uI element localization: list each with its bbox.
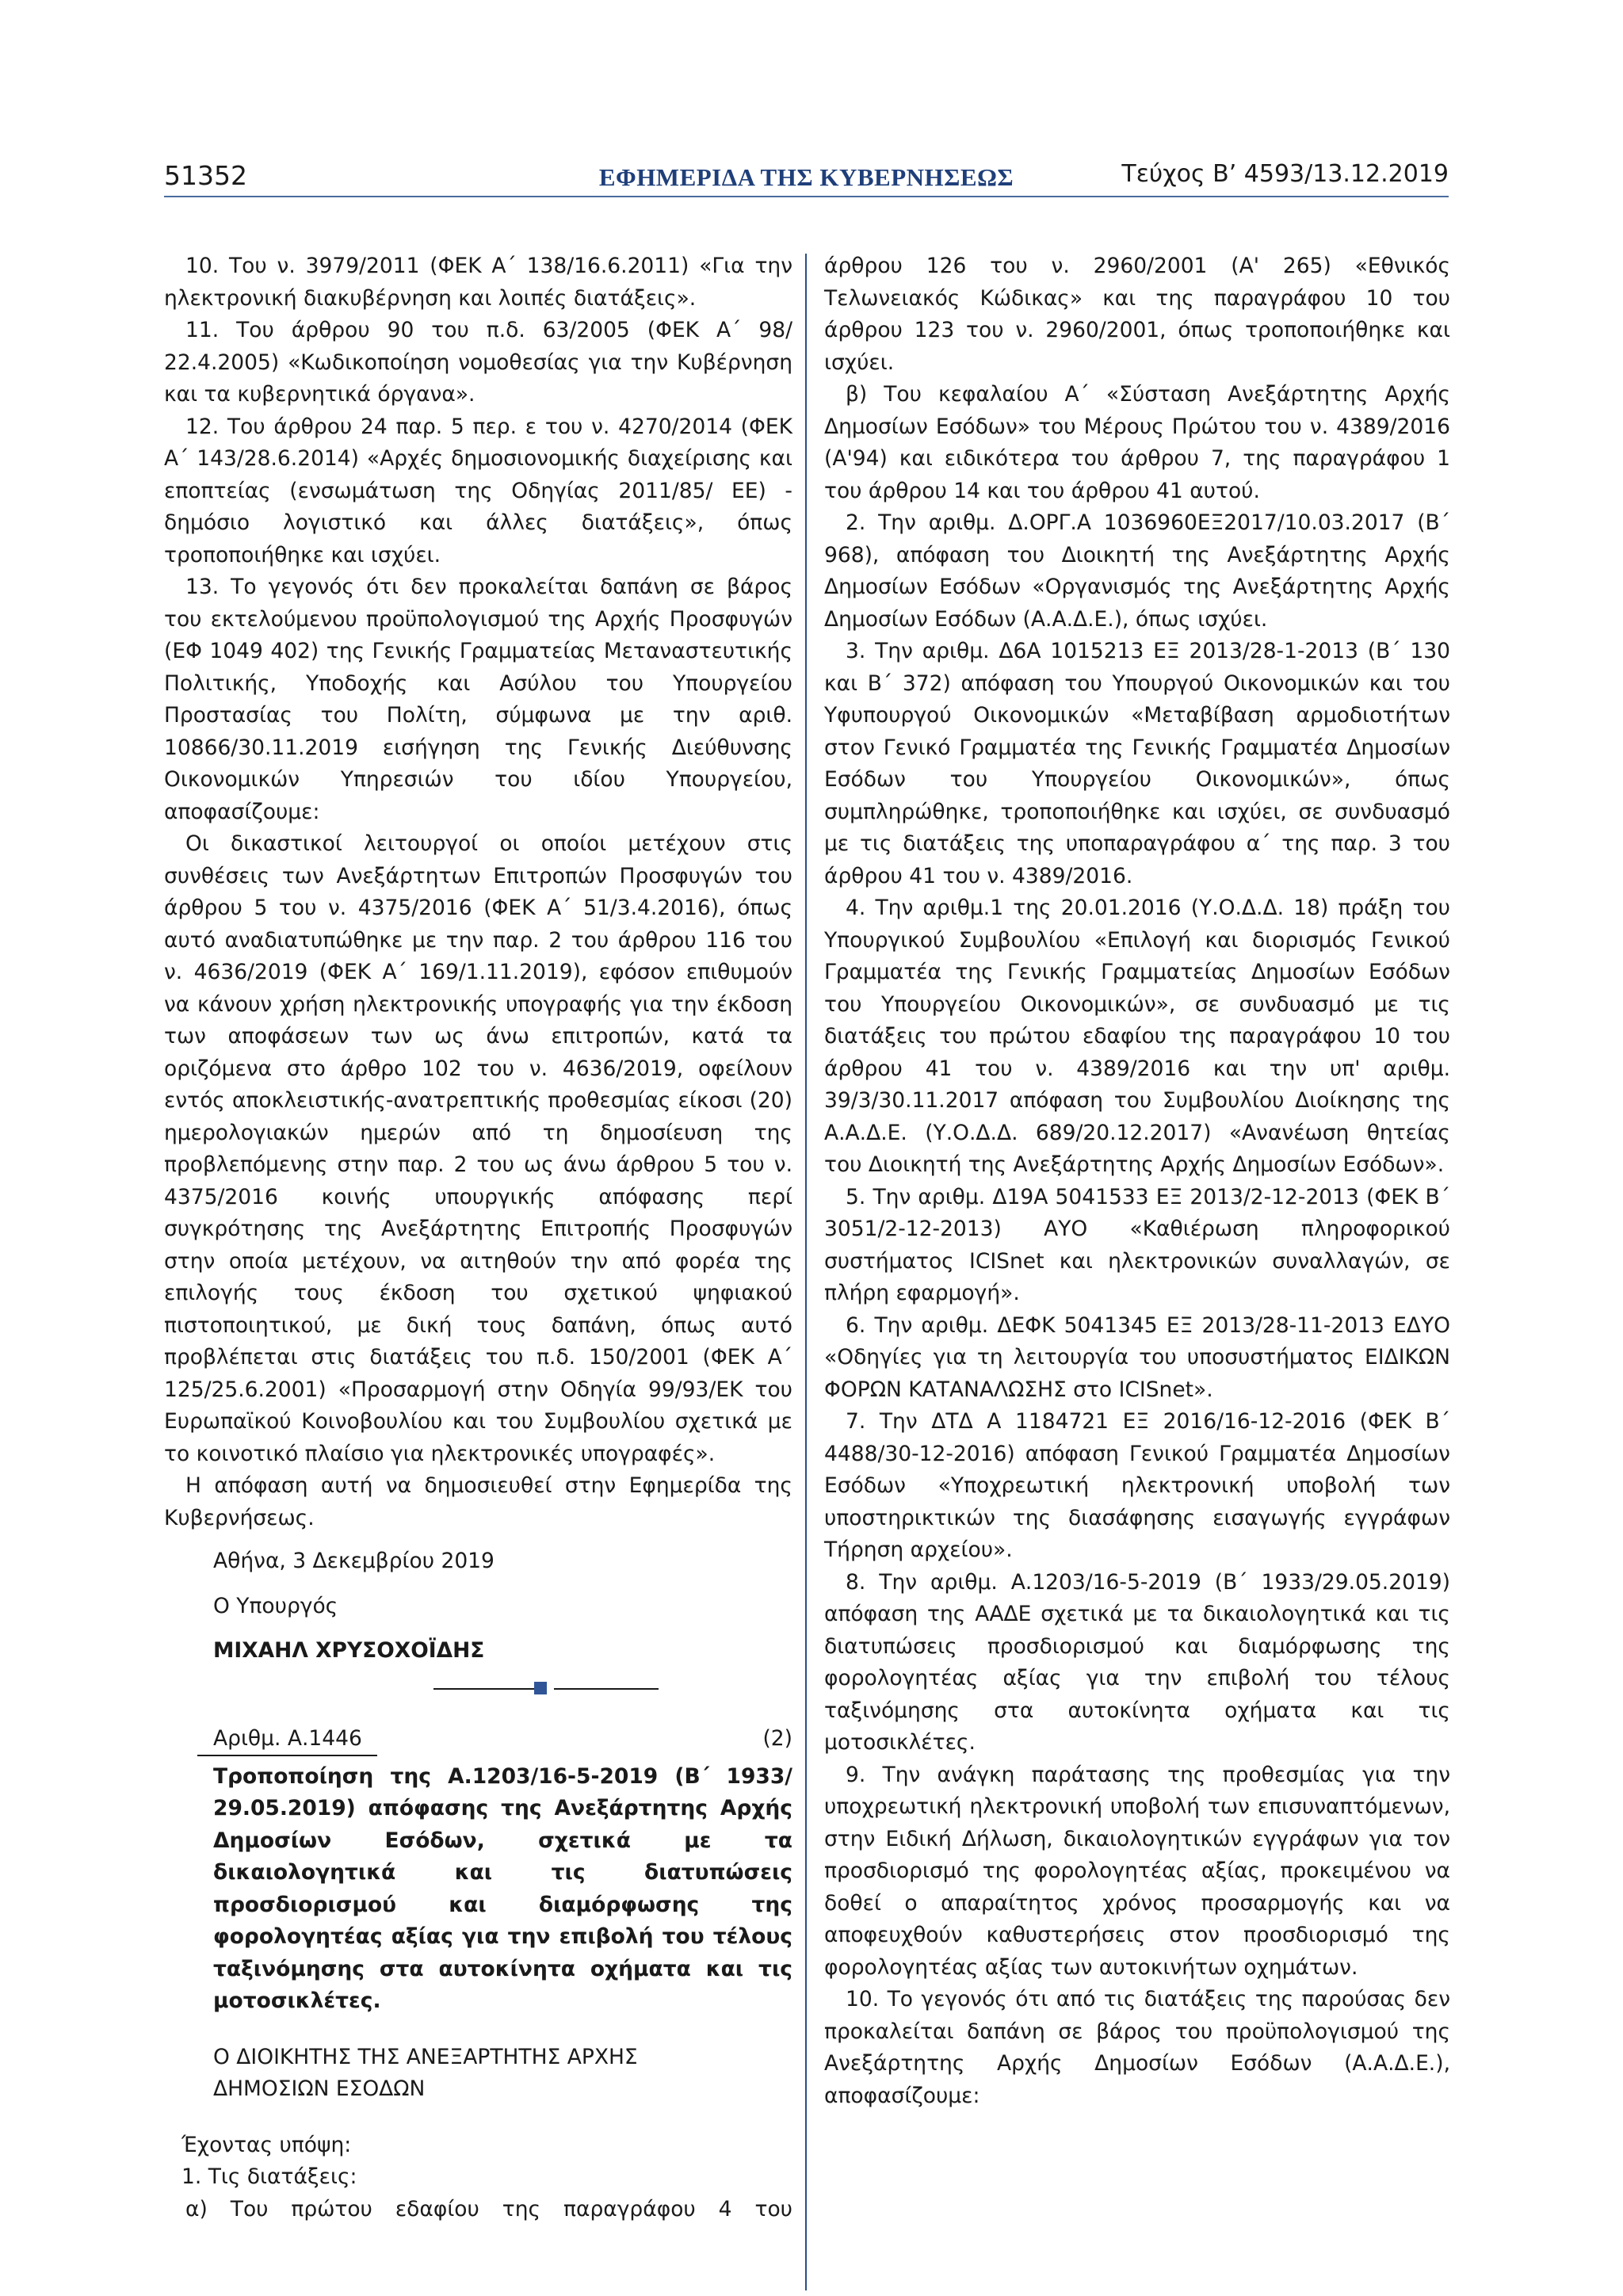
paragraph: 11. Του άρθρου 90 του π.δ. 63/2005 (ΦΕΚ Α΄ 98/ 22.4.2005) «Κωδικοποίηση νομοθεσίας για την Κυβέρνηση και τα κυβερνητικά όργανα». bbox=[164, 318, 792, 407]
right-column bbox=[824, 250, 1450, 2112]
page-header bbox=[164, 160, 1449, 192]
paragraph: 8. Την αριθμ. Α.1203/16-5-2019 (Β΄ 1933/29.05.2019) απόφαση της ΑΑΔΕ σχετικά με τα δικαιολογητικά και τις διατυπώσεις προσδιορισμού και διαμόρφωσης της φορολογητέας αξίας για την επιβολή του τέλους ταξινόμησης στα αυτοκίνητα οχήματα και τις μοτοσικλέτες. bbox=[824, 1569, 1450, 1755]
paragraph: άρθρου 126 του ν. 2960/2001 (Α' 265) «Εθνικός Τελωνειακός Κώδικας» και της παραγράφου 10 του άρθρου 123 του ν. 2960/2001, όπως τροποποιήθηκε και ισχύει. bbox=[824, 254, 1450, 375]
paragraph: 4. Την αριθμ.1 της 20.01.2016 (Υ.Ο.Δ.Δ. 18) πράξη του Υπουργικού Συμβουλίου «Επιλογή και διορισμός Γενικού Γραμματέα της Γενικής Γραμματείας Δημοσίων Εσόδων του Υπουργείου Οικονομικών», σε συνδυασμό με τις διατάξεις του πρώτου εδαφίου της παραγράφου 10 του άρθρου 41 του ν. 4389/2016 και την υπ' αριθμ. 39/3/30.11.2017 απόφαση του Συμβουλίου Διοίκησης της Α.Α.Δ.Ε. (Υ.Ο.Δ.Δ. 689/20.12.2017) «Ανανέωση θητείας του Διοικητή της Ανεξάρτητης Αρχής Δημοσίων Εσόδων». bbox=[824, 896, 1450, 1177]
paragraph: 7. Την ΔΤΔ Α 1184721 ΕΞ 2016/16-12-2016 (ΦΕΚ Β΄ 4488/30-12-2016) απόφαση Γενικού Γραμματέα Δημοσίων Εσόδων «Υποχρεωτική ηλεκτρονική υποβολή των υποστηρικτικών της διασάφησης εισαγωγής εγγράφων Τήρηση αρχείου». bbox=[824, 1409, 1450, 1562]
paragraph: 9. Την ανάγκη παράτασης της προθεσμίας για την υποχρεωτική ηλεκτρονική υποβολή των επισυναπτόμενων, στην Ειδική Δήλωση, δικαιολογητικών εγγράφων για τον προσδιορισμό της φορολογητέας αξίας, προκειμένου να δοθεί ο απαραίτητος χρόνος προσαρμογής και να αποφευχθούν καθυστερήσεις στον προσδιορισμό της φορολογητέας αξίας των αυτοκινήτων οχημάτων. bbox=[824, 1762, 1450, 1980]
authority-line: ΔΗΜΟΣΙΩΝ ΕΣΟΔΩΝ bbox=[213, 2076, 426, 2101]
issue-number: Τεύχος Β’ 4593/13.12.2019 bbox=[1121, 160, 1449, 188]
decision-number-row bbox=[164, 1723, 792, 1755]
section-separator bbox=[164, 1679, 792, 1699]
decision-title: Τροποποίηση της Α.1203/16-5-2019 (Β΄ 1933/ 29.05.2019) απόφασης της Ανεξάρτητης Αρχής Δημοσίων Εσόδων, σχετικά με τα δικαιολογητικά και τις διατυπώσεις προσδιορισμού και διαμόρφωσης της φορολογητέας αξίας για την επιβολή του τέλους ταξινόμησης στα αυτοκίνητα οχήματα και τις μοτοσικλέτες. bbox=[213, 1763, 792, 2013]
signer-name: ΜΙΧΑΗΛ ΧΡΥΣΟΧΟΪΔΗΣ bbox=[213, 1638, 485, 1663]
page-number: 51352 bbox=[164, 160, 247, 191]
paragraph: 6. Την αριθμ. ΔΕΦΚ 5041345 ΕΞ 2013/28-11-2013 ΕΔΥΟ «Οδηγίες για τη λειτουργία του υποσυστήματος ΕΙΔΙΚΩΝ ΦΟΡΩΝ ΚΑΤΑΝΑΛΩΣΗΣ στο ICISnet». bbox=[824, 1312, 1450, 1402]
paragraph: 13. Το γεγονός ότι δεν προκαλείται δαπάνη σε βάρος του εκτελούμενου προϋπολογισμού της Αρχής Προσφυγών (ΕΦ 1049 402) της Γενικής Γραμματείας Μεταναστευτικής Πολιτικής, Υποδοχής και Ασύλου του Υπουργείου Προστασίας του Πολίτη, σύμφωνα με την αριθ. 10866/30.11.2019 εισήγηση της Γενικής Διεύθυνσης Οικονομικών Υπηρεσιών του ιδίου Υπουργείου, αποφασίζουμε: bbox=[164, 575, 792, 824]
paragraph: 10. Του ν. 3979/2011 (ΦΕΚ Α΄ 138/16.6.2011) «Για την ηλεκτρονική διακυβέρνηση και λοιπές διατάξεις». bbox=[164, 254, 792, 311]
paragraph: 3. Την αριθμ. Δ6Α 1015213 ΕΞ 2013/28-1-2013 (Β΄ 130 και Β΄ 372) απόφαση του Υπουργού Οικονομικών και του Υφυπουργού Οικονομικών «Μεταβίβαση αρμοδιοτήτων στον Γενικό Γραμματέα της Γενικής Γραμματέα Δημοσίων Εσόδων του Υπουργείου Οικονομικών», όπως συμπληρώθηκε, τροποποιήθηκε και ισχύει, σε συνδυασμό με τις διατάξεις της υποπαραγράφου α΄ της παρ. 3 του άρθρου 41 του ν. 4389/2016. bbox=[824, 639, 1450, 888]
paragraph: Η απόφαση αυτή να δημοσιευθεί στην Εφημερίδα της Κυβερνήσεως. bbox=[164, 1473, 792, 1530]
considering-subitem: α) Του πρώτου εδαφίου της παραγράφου 4 του bbox=[185, 2196, 792, 2222]
decision-number: Αριθμ. Α.1446 bbox=[213, 1725, 362, 1751]
signer-role: Ο Υπουργός bbox=[213, 1593, 338, 1618]
paragraph: 12. Του άρθρου 24 παρ. 5 περ. ε του ν. 4270/2014 (ΦΕΚ Α΄ 143/28.6.2014) «Αρχές δημοσιονομικής διαχείρισης και εποπτείας (ενσωμάτωση της Οδηγίας 2011/85/ ΕΕ) - δημόσιο λογιστικό και άλλες διατάξεις», όπως τροποποιήθηκε και ισχύει. bbox=[164, 414, 792, 567]
header-rule bbox=[164, 196, 1449, 197]
paragraph: 2. Την αριθμ. Δ.ΟΡΓ.Α 1036960ΕΞ2017/10.03.2017 (Β΄ 968), απόφαση του Διοικητή της Ανεξάρτητης Αρχής Δημοσίων Εσόδων «Οργανισμός της Ανεξάρτητης Αρχής Δημοσίων Εσόδων (Α.Α.Δ.Ε.), όπως ισχύει. bbox=[824, 510, 1450, 632]
paragraph: 5. Την αριθμ. Δ19Α 5041533 ΕΞ 2013/2-12-2013 (ΦΕΚ Β΄ 3051/2-12-2013) ΑΥΟ «Καθιέρωση πληροφορικού συστήματος ICISnet και ηλεκτρονικών συναλλαγών, σε πλήρη εφαρμογή». bbox=[824, 1184, 1450, 1305]
decision-index: (2) bbox=[762, 1725, 792, 1751]
considering-item: 1. Τις διατάξεις: bbox=[181, 2164, 357, 2189]
considering-heading: Έχοντας υπόψη: bbox=[181, 2132, 352, 2157]
place-date: Αθήνα, 3 Δεκεμβρίου 2019 bbox=[213, 1549, 495, 1573]
paragraph: Οι δικαστικοί λειτουργοί οι οποίοι μετέχουν στις συνθέσεις των Ανεξάρτητων Επιτροπών Προσφυγών του άρθρου 5 του ν. 4375/2016 (ΦΕΚ Α΄ 51/3.4.2016), όπως αυτό αναδιατυπώθηκε με την παρ. 2 του άρθρου 116 του ν. 4636/2019 (ΦΕΚ Α΄ 169/1.11.2019), εφόσον επιθυμούν να κάνουν χρήση ηλεκτρονικής υπογραφής για την έκδοση των αποφάσεων των ως άνω επιτροπών, κατά τα οριζόμενα στο άρθρο 102 του ν. 4636/2019, οφείλουν εντός αποκλειστικής-ανατρεπτικής προθεσμίας είκοσι (20) ημερολογιακών ημερών από τη δημοσίευση της προβλεπόμενης στην παρ. 2 του ως άνω άρθρου 5 του ν. 4375/2016 κοινής υπουργικής απόφασης περί συγκρότησης της Ανεξάρτητης Επιτροπής Προσφυγών στην οποία μετέχουν, να αιτηθούν την από φορέα της επιλογής τους έκδοση του σχετικού ψηφιακού πιστοποιητικού, με δική τους δαπάνη, όπως αυτό προβλέπεται στις διατάξεις του π.δ. 150/2001 (ΦΕΚ Α΄ 125/25.6.2001) «Προσαρμογή στην Οδηγία 99/93/ΕΚ του Ευρωπαϊκού Κοινοβουλίου και του Συμβουλίου σχετικά με το κοινοτικό πλαίσιο για ηλεκτρονικές υπογραφές». bbox=[164, 831, 792, 1466]
left-column bbox=[164, 250, 792, 2225]
column-divider bbox=[805, 254, 807, 2290]
paragraph: β) Του κεφαλαίου Α΄ «Σύσταση Ανεξάρτητης Αρχής Δημοσίων Εσόδων» του Μέρους Πρώτου του ν. 4389/2016 (Α'94) και ειδικότερα του άρθρου 7, της παραγράφου 1 του άρθρου 14 και του άρθρου 41 αυτού. bbox=[824, 382, 1450, 503]
separator-square-icon bbox=[534, 1682, 547, 1694]
paragraph: 10. Το γεγονός ότι από τις διατάξεις της παρούσας δεν προκαλείται δαπάνη σε βάρος του προϋπολογισμού της Ανεξάρτητης Αρχής Δημοσίων Εσόδων (Α.Α.Δ.Ε.), αποφασίζουμε: bbox=[824, 1987, 1450, 2108]
gazette-title: ΕΦΗΜΕΡΙΔΑ ΤΗΣ ΚΥΒΕΡΝΗΣΕΩΣ bbox=[598, 163, 1014, 191]
authority-line: Ο ΔΙΟΙΚΗΤΗΣ ΤΗΣ ΑΝΕΞΑΡΤΗΤΗΣ ΑΡΧΗΣ bbox=[213, 2044, 638, 2069]
